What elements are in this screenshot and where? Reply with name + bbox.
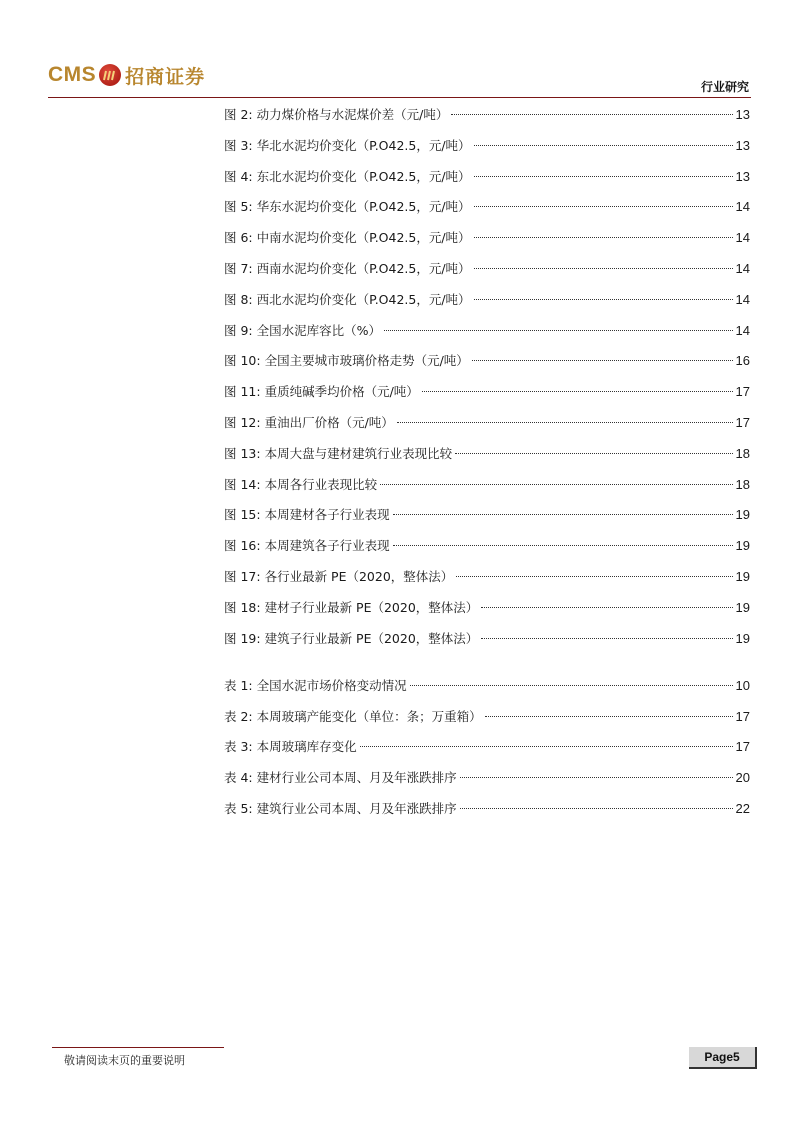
dot-leader xyxy=(384,330,733,331)
footer-divider xyxy=(52,1047,224,1048)
figure-toc-entry[interactable] xyxy=(224,504,750,535)
footer-disclaimer-note: 敬请阅读末页的重要说明 xyxy=(64,1054,185,1067)
toc-entry-label: 图 19: 建筑子行业最新 PE（2020，整体法） xyxy=(224,630,479,646)
toc-entry-label: 图 18: 建材子行业最新 PE（2020，整体法） xyxy=(224,599,479,615)
figure-toc-entry[interactable] xyxy=(224,227,750,258)
dot-leader xyxy=(455,453,732,454)
header-divider xyxy=(48,97,751,98)
toc-entry-label: 图 3: 华北水泥均价变化（P.O42.5，元/吨） xyxy=(224,137,471,153)
dot-leader xyxy=(474,145,733,146)
section-spacer xyxy=(224,658,750,675)
toc-entry-page: 17 xyxy=(735,708,750,724)
figure-toc-entry[interactable] xyxy=(224,350,750,381)
dot-leader xyxy=(472,360,733,361)
toc-entry-page: 17 xyxy=(735,384,750,400)
toc-entry-page: 14 xyxy=(735,291,750,307)
toc-entry-label: 图 14: 本周各行业表现比较 xyxy=(224,476,378,492)
dot-leader xyxy=(481,638,732,639)
logo-chinese: 招商证券 xyxy=(125,65,206,88)
dot-leader xyxy=(474,237,733,238)
figure-toc-entry[interactable] xyxy=(224,474,750,505)
toc-entry-page: 17 xyxy=(735,414,750,430)
figure-toc-entry[interactable] xyxy=(224,535,750,566)
toc-entry-label: 图 16: 本周建筑各子行业表现 xyxy=(224,538,390,554)
dot-leader xyxy=(410,685,733,686)
toc-entry-page: 19 xyxy=(735,599,750,615)
toc-entry-page: 10 xyxy=(735,677,750,693)
figure-toc-entry[interactable] xyxy=(224,196,750,227)
figure-toc-entry[interactable] xyxy=(224,104,750,135)
section-label: 行业研究 xyxy=(700,80,749,94)
figure-toc-entry[interactable] xyxy=(224,166,750,197)
toc-entry-page: 14 xyxy=(735,322,750,338)
dot-leader xyxy=(474,268,733,269)
toc-entry-page: 19 xyxy=(735,507,750,523)
figure-toc-entry[interactable] xyxy=(224,597,750,628)
toc-entry-label: 图 2: 动力煤价格与水泥煤价差（元/吨） xyxy=(224,107,449,122)
dot-leader xyxy=(380,484,732,485)
toc-entry-page: 20 xyxy=(735,770,750,786)
toc-entry-label: 表 2: 本周玻璃产能变化（单位：条；万重箱） xyxy=(224,708,482,724)
figure-toc-entry[interactable] xyxy=(224,320,750,351)
toc-entry-page: 14 xyxy=(735,199,750,215)
toc-entry-label: 图 11: 重质纯碱季均价格（元/吨） xyxy=(224,384,419,400)
toc-entry-page: 16 xyxy=(735,353,750,369)
toc-entry-label: 图 5: 华东水泥均价变化（P.O42.5，元/吨） xyxy=(224,199,471,215)
table-toc-entry[interactable] xyxy=(224,675,750,706)
toc-entry-label: 图 4: 东北水泥均价变化（P.O42.5，元/吨） xyxy=(224,168,471,184)
dot-leader xyxy=(422,391,733,392)
page-header xyxy=(0,0,793,100)
dot-leader xyxy=(460,808,733,809)
dot-leader xyxy=(393,514,733,515)
figure-toc-entry[interactable] xyxy=(224,289,750,320)
figure-toc-entry[interactable] xyxy=(224,412,750,443)
dot-leader xyxy=(474,206,733,207)
toc-entry-page: 13 xyxy=(735,107,750,122)
toc-entry-label: 表 5: 建筑行业公司本周、月及年涨跌排序 xyxy=(224,801,457,817)
dot-leader xyxy=(451,114,732,115)
toc-entry-label: 图 6: 中南水泥均价变化（P.O42.5，元/吨） xyxy=(224,230,471,246)
logo-emblem-icon xyxy=(99,64,121,86)
toc-entry-label: 图 12: 重油出厂价格（元/吨） xyxy=(224,414,394,430)
cms-logo xyxy=(48,62,205,88)
dot-leader xyxy=(456,576,732,577)
toc-entry-page: 13 xyxy=(735,168,750,184)
toc-entry-page: 18 xyxy=(735,445,750,461)
figure-toc-entry[interactable] xyxy=(224,381,750,412)
toc-entry-label: 表 1: 全国水泥市场价格变动情况 xyxy=(224,677,407,693)
dot-leader xyxy=(360,746,733,747)
toc-entry-page: 22 xyxy=(735,801,750,817)
toc-entry-label: 图 7: 西南水泥均价变化（P.O42.5，元/吨） xyxy=(224,260,471,276)
table-toc-entry[interactable] xyxy=(224,706,750,737)
toc-entry-page: 18 xyxy=(735,476,750,492)
table-of-contents xyxy=(224,104,750,829)
dot-leader xyxy=(397,422,733,423)
page-number: Page5 xyxy=(689,1047,757,1069)
figure-toc-entry[interactable] xyxy=(224,258,750,289)
table-toc-entry[interactable] xyxy=(224,736,750,767)
figure-toc-entry[interactable] xyxy=(224,443,750,474)
toc-entry-label: 图 15: 本周建材各子行业表现 xyxy=(224,507,390,523)
toc-entry-page: 14 xyxy=(735,230,750,246)
toc-entry-label: 图 13: 本周大盘与建材建筑行业表现比较 xyxy=(224,445,453,461)
figure-toc-entry[interactable] xyxy=(224,566,750,597)
toc-entry-page: 14 xyxy=(735,260,750,276)
toc-entry-page: 17 xyxy=(735,739,750,755)
toc-entry-label: 图 9: 全国水泥库容比（%） xyxy=(224,322,381,338)
dot-leader xyxy=(481,607,732,608)
dot-leader xyxy=(474,299,733,300)
toc-entry-page: 19 xyxy=(735,568,750,584)
toc-entry-label: 图 17: 各行业最新 PE（2020，整体法） xyxy=(224,568,454,584)
logo-text: CMS xyxy=(48,63,97,86)
toc-entry-page: 13 xyxy=(735,137,750,153)
table-toc-entry[interactable] xyxy=(224,798,750,829)
figure-toc-entry[interactable] xyxy=(224,628,750,659)
figure-toc-entry[interactable] xyxy=(224,135,750,166)
dot-leader xyxy=(474,176,733,177)
table-toc-entry[interactable] xyxy=(224,767,750,798)
toc-entry-page: 19 xyxy=(735,630,750,646)
toc-entry-label: 表 3: 本周玻璃库存变化 xyxy=(224,739,357,755)
toc-entry-label: 图 10: 全国主要城市玻璃价格走势（元/吨） xyxy=(224,353,469,369)
toc-entry-label: 表 4: 建材行业公司本周、月及年涨跌排序 xyxy=(224,770,457,786)
dot-leader xyxy=(485,716,733,717)
toc-entry-page: 19 xyxy=(735,538,750,554)
dot-leader xyxy=(393,545,733,546)
toc-entry-label: 图 8: 西北水泥均价变化（P.O42.5，元/吨） xyxy=(224,291,471,307)
dot-leader xyxy=(460,777,733,778)
